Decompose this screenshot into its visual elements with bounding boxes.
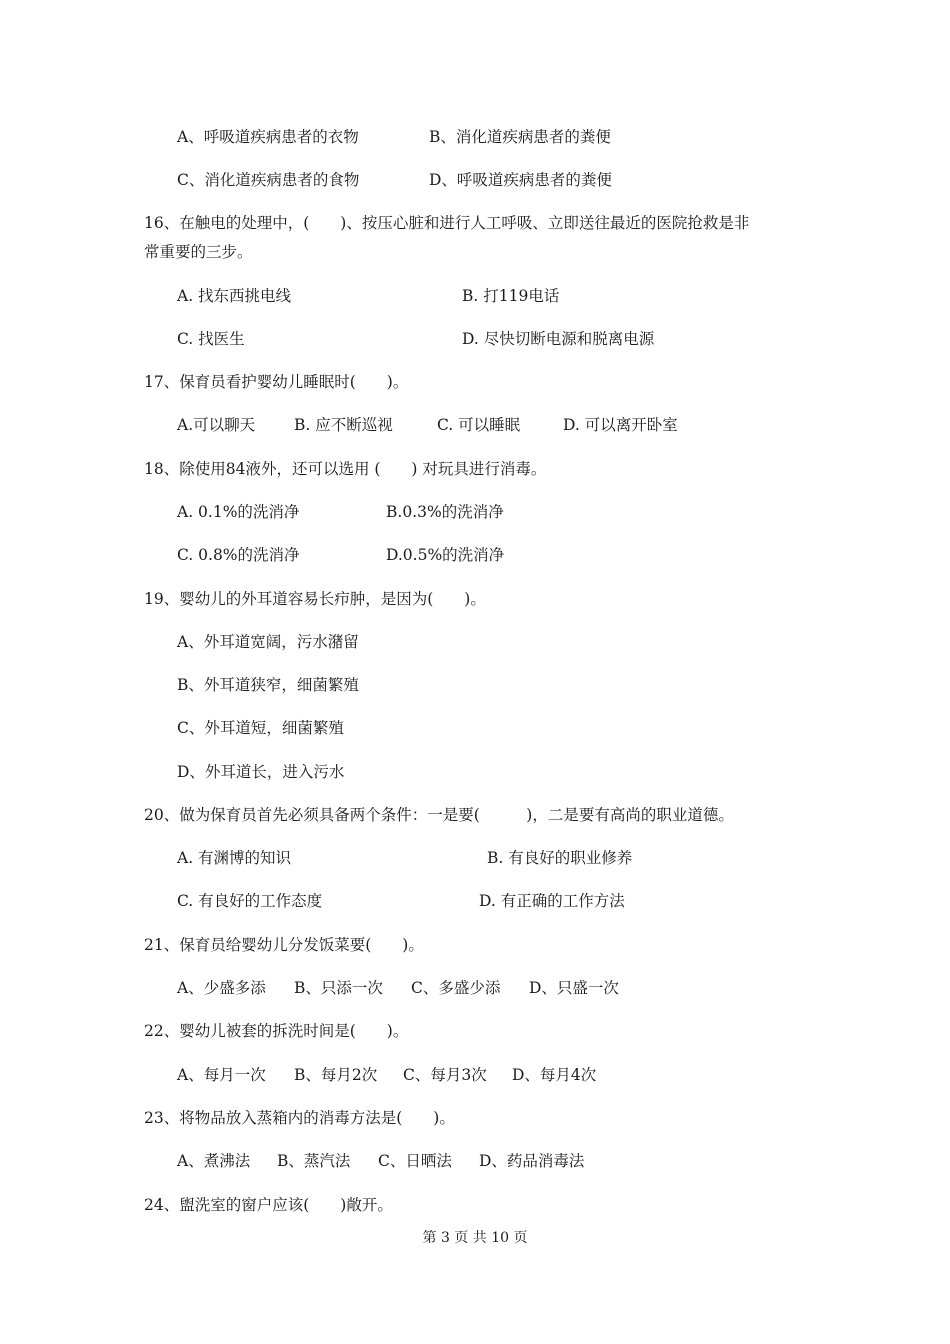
- q16-option-a: A. 找东西挑电线: [177, 287, 292, 305]
- q20-option-b: B. 有良好的职业修养: [487, 849, 633, 867]
- q18-option-a: A. 0.1%的洗消净: [177, 503, 300, 521]
- q17-option-a: A.可以聊天: [177, 416, 256, 434]
- q15-option-d: D、呼吸道疾病患者的粪便: [429, 171, 612, 189]
- q18-option-b: B.0.3%的洗消净: [386, 503, 504, 521]
- q19-option-b: B、外耳道狭窄，细菌繁殖: [177, 676, 359, 694]
- page-footer-label: 第 3 页 共 10 页: [422, 1230, 528, 1246]
- q20-question: 20、做为保育员首先必须具备两个条件：一是要( )，二是要有高尚的职业道德。: [144, 806, 734, 824]
- q17-question: 17、保育员看护婴幼儿睡眠时( )。: [144, 373, 409, 391]
- q23-option-d: D、药品消毒法: [479, 1152, 585, 1170]
- q18-question: 18、除使用84液外，还可以选用 ( ) 对玩具进行消毒。: [144, 460, 547, 478]
- q17-option-d: D. 可以离开卧室: [563, 416, 678, 434]
- q20-option-a: A. 有渊博的知识: [177, 849, 292, 867]
- q23-question: 23、将物品放入蒸箱内的消毒方法是( )。: [144, 1109, 455, 1127]
- q17-option-b: B. 应不断巡视: [294, 416, 393, 434]
- q23-option-c: C、日晒法: [378, 1152, 452, 1170]
- q23-option-b: B、蒸汽法: [277, 1152, 351, 1170]
- q16-option-d: D. 尽快切断电源和脱离电源: [462, 330, 655, 348]
- q16-option-b: B. 打119电话: [462, 287, 560, 305]
- q22-option-b: B、每月2次: [294, 1066, 378, 1084]
- q19-option-d: D、外耳道长，进入污水: [177, 763, 345, 781]
- q19-option-a: A、外耳道宽阔，污水潴留: [177, 633, 359, 651]
- q21-option-c: C、多盛少添: [411, 979, 501, 997]
- q18-option-d: D.0.5%的洗消净: [386, 546, 505, 564]
- q15-option-c: C、消化道疾病患者的食物: [177, 171, 360, 189]
- q22-question: 22、婴幼儿被套的拆洗时间是( )。: [144, 1022, 409, 1040]
- q16-question-line2: 常重要的三步。: [144, 243, 253, 261]
- q21-option-b: B、只添一次: [294, 979, 383, 997]
- q20-option-d: D. 有正确的工作方法: [479, 892, 625, 910]
- q22-option-d: D、每月4次: [512, 1066, 597, 1084]
- q16-option-c: C. 找医生: [177, 330, 245, 348]
- q18-option-c: C. 0.8%的洗消净: [177, 546, 300, 564]
- q21-question: 21、保育员给婴幼儿分发饭菜要( )。: [144, 936, 424, 954]
- q19-option-c: C、外耳道短，细菌繁殖: [177, 719, 344, 737]
- q22-option-a: A、每月一次: [177, 1066, 266, 1084]
- q21-option-a: A、少盛多添: [177, 979, 266, 997]
- q23-option-a: A、煮沸法: [177, 1152, 251, 1170]
- q19-question: 19、婴幼儿的外耳道容易长疖肿，是因为( )。: [144, 590, 486, 608]
- q16-question-line1: 16、在触电的处理中，( )、按压心脏和进行人工呼吸、立即送往最近的医院抢救是非: [144, 214, 750, 232]
- q17-option-c: C. 可以睡眠: [437, 416, 521, 434]
- q15-option-a: A、呼吸道疾病患者的衣物: [177, 128, 359, 146]
- q22-option-c: C、每月3次: [403, 1066, 487, 1084]
- q20-option-c: C. 有良好的工作态度: [177, 892, 323, 910]
- q21-option-d: D、只盛一次: [529, 979, 619, 997]
- q24-question: 24、盥洗室的窗户应该( )敞开。: [144, 1196, 393, 1214]
- q15-option-b: B、消化道疾病患者的粪便: [429, 128, 611, 146]
